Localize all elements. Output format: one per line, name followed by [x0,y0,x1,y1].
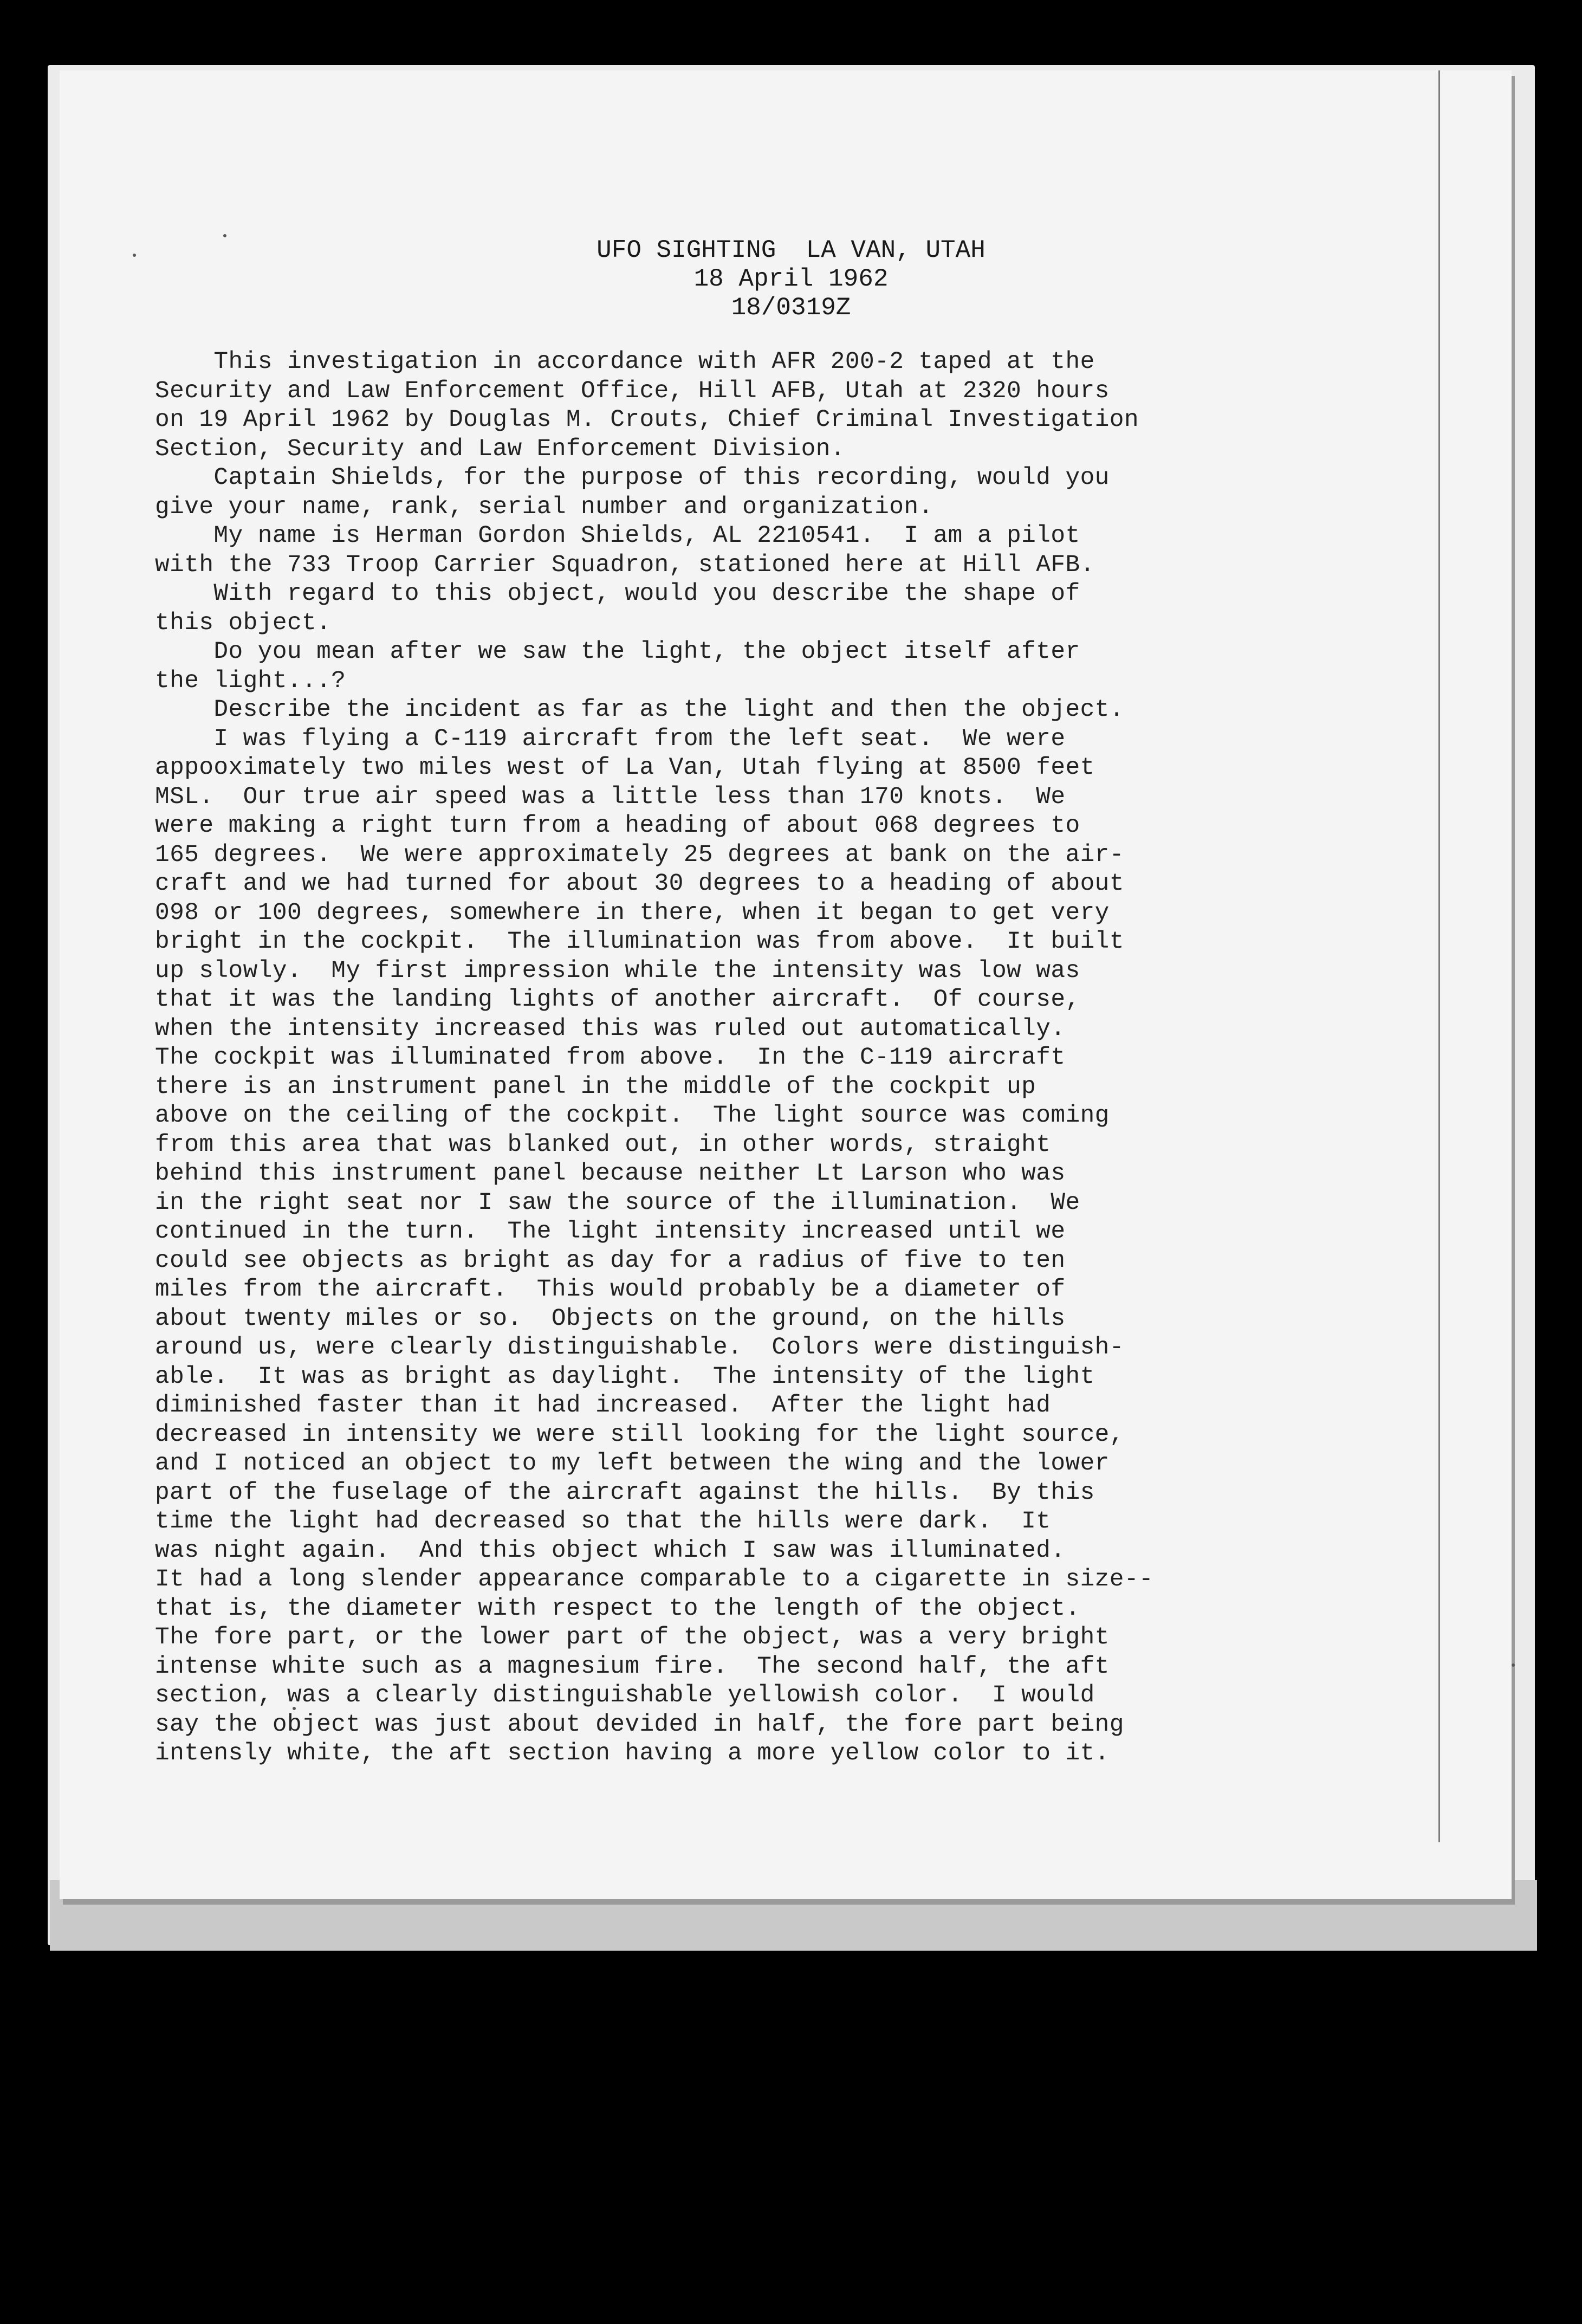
text-line: Section, Security and Law Enforcement Division. [155,435,845,463]
text-line: say the object was just about devided in half, the fore part being [155,1711,1124,1738]
text-line: that it was the landing lights of another aircraft. Of course, [155,986,1080,1013]
text-line: and I noticed an object to my left between the wing and the lower [155,1450,1110,1477]
text-line: this object. [155,609,332,637]
text-line: The fore part, or the lower part of the object, was a very bright [155,1624,1110,1651]
text-line: 098 or 100 degrees, somewhere in there, when it began to get very [155,899,1110,927]
document-time-code: 18/0319Z [731,294,851,322]
text-line: section, was a clearly distinguishable yellowish color. I would [155,1682,1095,1709]
text-line: above on the ceiling of the cockpit. The light source was coming [155,1102,1110,1129]
text-line: continued in the turn. The light intensity increased until we [155,1218,1066,1245]
text-line: 165 degrees. We were approximately 25 degrees at bank on the air- [155,841,1124,869]
text-line: on 19 April 1962 by Douglas M. Crouts, Chief Criminal Investigation [155,406,1139,433]
text-line: the light...? [155,667,346,695]
text-line: when the intensity increased this was ruled out automatically. [155,1015,1066,1043]
text-line: about twenty miles or so. Objects on the ground, on the hills [155,1305,1066,1332]
text-line: This investigation in accordance with AFR 200-2 taped at the [155,348,1095,376]
text-line: With regard to this object, would you describe the shape of [155,580,1080,607]
text-line: behind this instrument panel because neither Lt Larson who was [155,1160,1066,1187]
text-line: intense white such as a magnesium fire. The second half, the aft [155,1653,1110,1680]
text-line: time the light had decreased so that the hills were dark. It [155,1508,1051,1535]
text-line: I was flying a C-119 aircraft from the left seat. We were [155,725,1066,753]
text-line: bright in the cockpit. The illumination was from above. It built [155,928,1124,955]
text-line: around us, were clearly distinguishable. Colors were distinguish- [155,1334,1124,1361]
document-title: UFO SIGHTING LA VAN, UTAH [597,236,985,264]
text-line: appooximately two miles west of La Van, Utah flying at 8500 feet [155,754,1095,781]
text-line: miles from the aircraft. This would probably be a diameter of [155,1276,1066,1303]
text-line: craft and we had turned for about 30 degrees to a heading of about [155,870,1124,897]
page-edge-line [1438,70,1440,1842]
text-line: Captain Shields, for the purpose of this recording, would you [155,464,1110,491]
text-line: in the right seat nor I saw the source of the illumination. We [155,1189,1080,1216]
text-line: could see objects as bright as day for a radius of five to ten [155,1247,1066,1274]
text-line: able. It was as bright as daylight. The intensity of the light [155,1363,1095,1390]
text-line: It had a long slender appearance comparable to a cigarette in size-- [155,1566,1154,1593]
document-date: 18 April 1962 [693,265,889,293]
text-line: My name is Herman Gordon Shields, AL 2210541. I am a pilot [155,522,1080,549]
text-line: decreased in intensity we were still looking for the light source, [155,1421,1124,1448]
text-line: with the 733 Troop Carrier Squadron, stationed here at Hill AFB. [155,551,1095,579]
text-line: give your name, rank, serial number and organization. [155,493,933,521]
text-line: that is, the diameter with respect to the length of the object. [155,1595,1080,1622]
text-line: there is an instrument panel in the middle of the cockpit up [155,1073,1036,1100]
text-line: part of the fuselage of the aircraft against the hills. By this [155,1479,1095,1506]
speck [1512,1663,1515,1667]
document-header [0,236,1582,322]
text-line: Security and Law Enforcement Office, Hill AFB, Utah at 2320 hours [155,377,1110,405]
text-line: diminished faster than it had increased. After the light had [155,1392,1051,1419]
text-line: MSL. Our true air speed was a little less than 170 knots. We [155,783,1066,811]
text-line: Do you mean after we saw the light, the object itself after [155,638,1080,665]
text-line: were making a right turn from a heading of about 068 degrees to [155,812,1080,839]
text-line: The cockpit was illuminated from above. In the C-119 aircraft [155,1044,1066,1071]
text-line: from this area that was blanked out, in other words, straight [155,1131,1051,1158]
text-line: Describe the incident as far as the light and then the object. [155,696,1124,723]
text-line: intensly white, the aft section having a more yellow color to it. [155,1740,1110,1767]
text-line: up slowly. My first impression while the intensity was low was [155,957,1080,985]
text-line: was night again. And this object which I saw was illuminated. [155,1537,1066,1564]
document-body [155,348,1417,1769]
